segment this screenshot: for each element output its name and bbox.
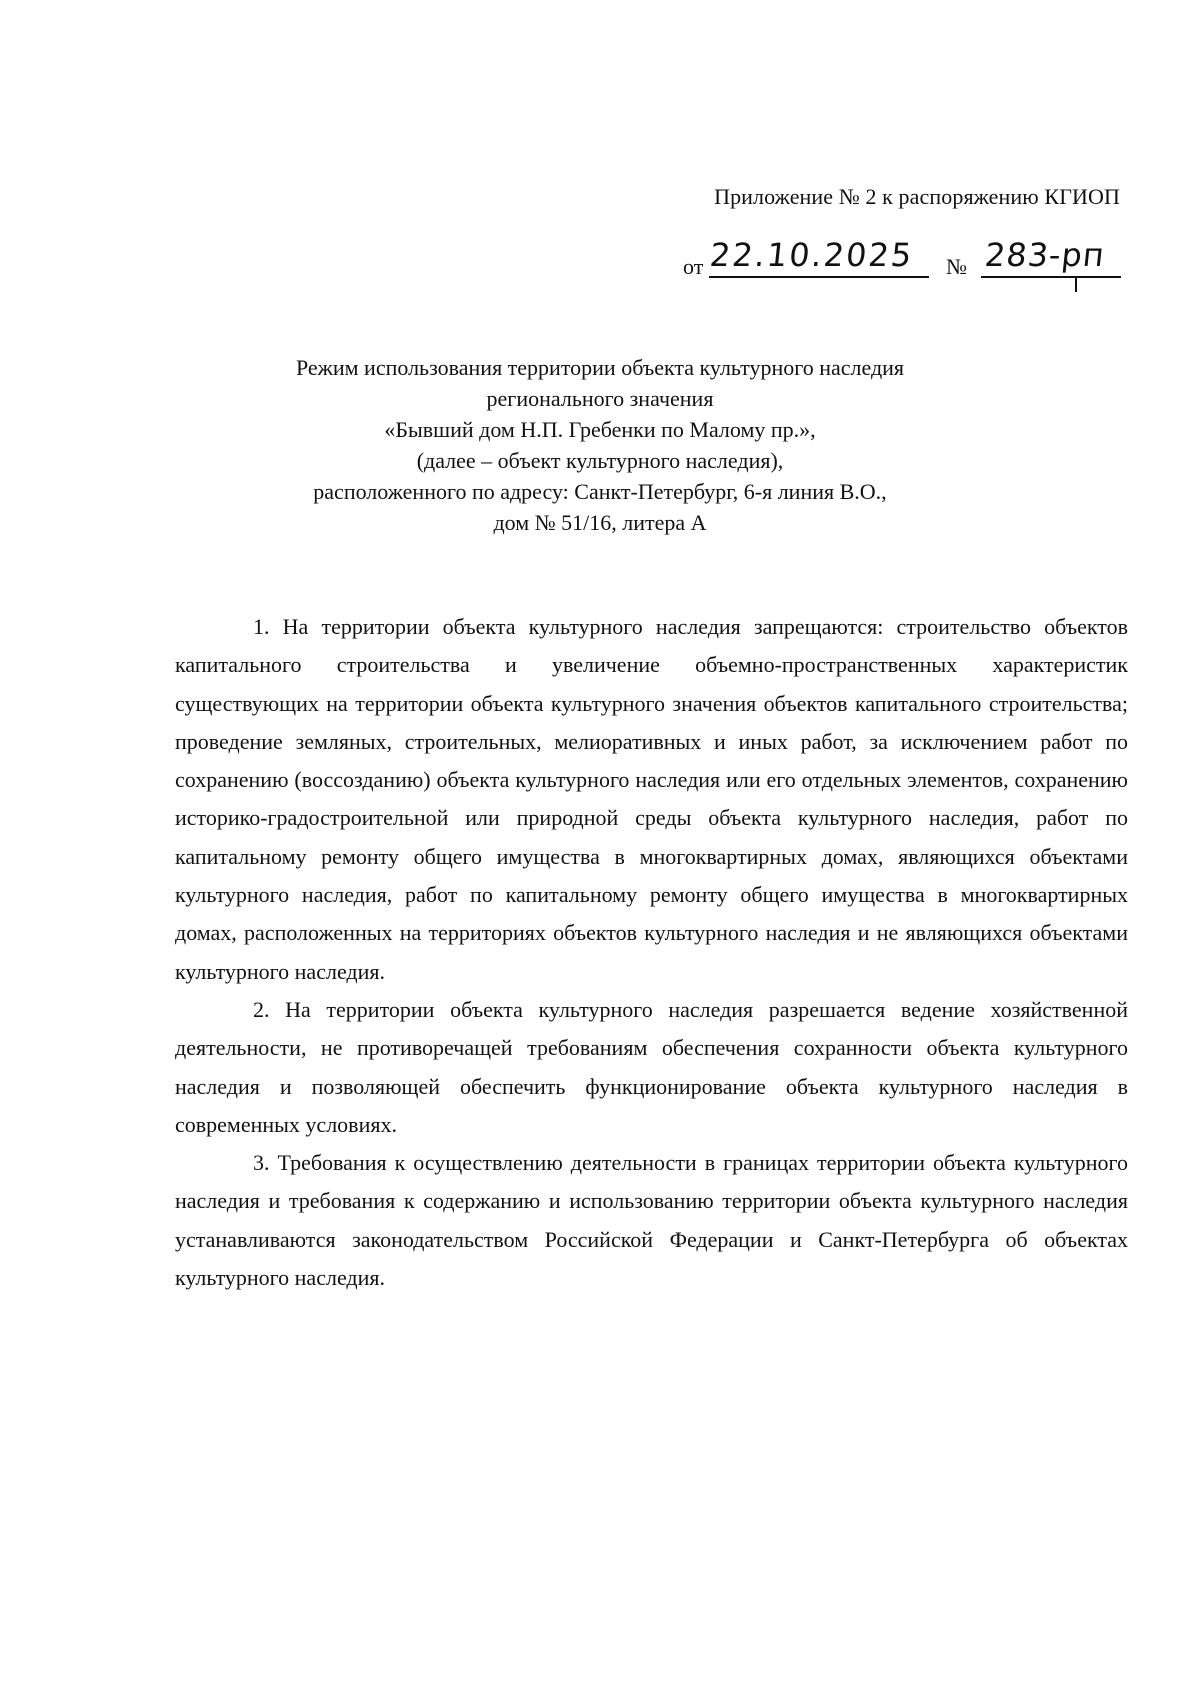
title-line: Режим использования территории объекта культурного наследия (295, 355, 905, 380)
title-line: расположенного по адресу: Санкт-Петербург, 6-я линия В.О., (313, 479, 887, 504)
title-line: «Бывший дом Н.П. Гребенки по Малому пр.», (384, 417, 816, 442)
handwritten-number: 283-рп (983, 236, 1107, 274)
appendix-reference: Приложение № 2 к распоряжению КГИОП (714, 184, 1120, 209)
document-body (175, 608, 1128, 1297)
number-label: № (946, 254, 967, 279)
title-line: регионального значения (486, 386, 714, 411)
document-title (200, 352, 1000, 538)
handwritten-date: 22.10.2025 (708, 236, 916, 274)
title-line: (далее – объект культурного наследия), (416, 448, 784, 473)
paragraph-2: 2. На территории объекта культурного наследия разрешается ведение хозяйственной деятельности, не противоречащей требованиям обеспечения сохранности объекта культурного наследия и позволяющей обеспечить функционирование объекта культурного наследия в современных условиях. (175, 996, 1128, 1137)
handwriting-stroke (1075, 276, 1077, 292)
order-date-number (683, 236, 1123, 302)
number-underline (981, 276, 1121, 278)
paragraph-3: 3. Требования к осуществлению деятельности в границах территории объекта культурного наследия и требования к содержанию и использованию территории объекта культурного наследия устанавливаются законодательством Российской Федерации и Санкт-Петербурга об объектах культурного наследия. (175, 1150, 1128, 1291)
date-label: от (683, 254, 704, 279)
paragraph-1: 1. На территории объекта культурного наследия запрещаются: строительство объектов капитального строительства и увеличение объемно-пространственных характеристик существующих на территории объекта культурного значения объектов капитального строительства; проведение земляных, строительных, мелиоративных и иных работ, за исключением работ по сохранению (воссозданию) объекта культурного наследия или его отдельных элементов, сохранению историко-градостроительной или природной среды объекта культурного наследия, работ по капитальному ремонту общего имущества в многоквартирных домах, являющихся объектами культурного наследия, работ по капитальному ремонту общего имущества в многоквартирных домах, расположенных на территориях объектов культурного наследия и не являющихся объектами культурного наследия. (175, 614, 1128, 984)
date-underline (709, 276, 929, 278)
title-line: дом № 51/16, литера А (493, 510, 707, 535)
